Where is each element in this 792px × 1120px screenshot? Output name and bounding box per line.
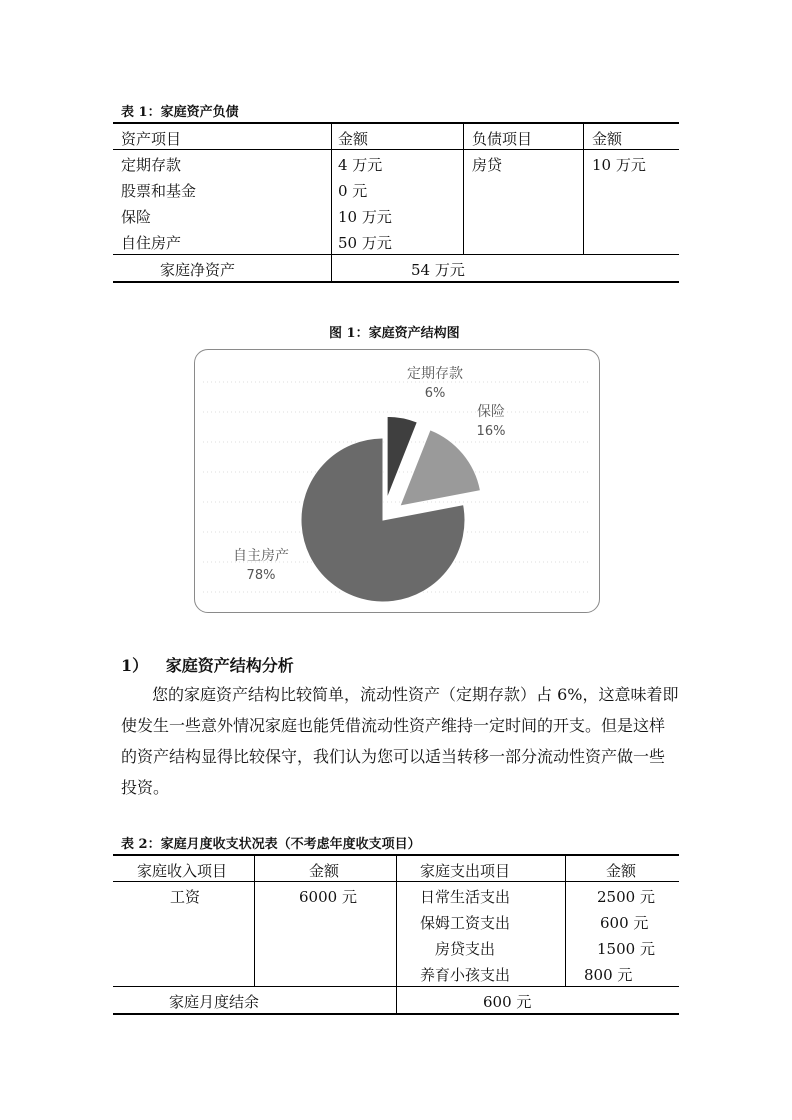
pie-slice-2 [400,430,481,506]
table-cell: 50 万元 [338,234,392,252]
table-cell: 2500 元 [597,888,655,906]
table-cell: 800 元 [584,966,633,984]
section1-line-2: 使发生一些意外情况家庭也能凭借流动性资产维持一定时间的开支。但是这样 [121,716,666,735]
table-cell: 房贷 [472,156,503,174]
monthly-balance-label: 家庭月度结余 [169,993,260,1011]
chart-frame [194,349,600,613]
table2-header-expense-item: 家庭支出项目 [420,862,511,880]
pie-value-label: 78% [246,568,276,583]
table2-caption: 表 2：家庭月度收支状况表（不考虑年度收支项目） [121,837,421,852]
table-cell: 自住房产 [121,234,182,252]
table2-header-expense-amount: 金额 [606,862,637,880]
table1-header-asset-item: 资产项目 [121,130,182,148]
section1-heading-text: 家庭资产结构分析 [165,656,294,675]
net-assets-value: 54 万元 [411,261,465,279]
table-cell: 定期存款 [121,156,182,174]
table-cell: 养育小孩支出 [420,966,511,984]
table-cell: 1500 元 [597,940,655,958]
pie-category-label: 定期存款 [407,366,463,382]
pie-category-label: 自主房产 [233,548,289,564]
table2-header-income-amount: 金额 [309,862,340,880]
table-cell: 保险 [121,208,152,226]
table-cell: 保姆工资支出 [420,914,511,932]
section1-heading [121,653,294,676]
section1-line-4: 投资。 [121,778,170,797]
table1-header-asset-amount: 金额 [338,130,369,148]
table-cell: 10 万元 [592,156,646,174]
table-cell: 0 元 [338,182,368,200]
monthly-balance-value: 600 元 [483,993,532,1011]
pie-value-label: 16% [476,424,506,439]
table-cell: 6000 元 [299,888,357,906]
table-cell: 10 万元 [338,208,392,226]
table2-header-income-item: 家庭收入项目 [137,862,228,880]
net-assets-label: 家庭净资产 [160,261,236,279]
table-cell: 600 元 [600,914,649,932]
table-cell: 日常生活支出 [420,888,511,906]
table-cell: 房贷支出 [435,940,496,958]
figure1-caption: 图 1：家庭资产结构图 [329,326,460,341]
section1-heading-number: 1） [121,656,149,675]
pie-chart [195,350,599,612]
section1-line-1: 您的家庭资产结构比较简单，流动性资产（定期存款）占 6%，这意味着即 [152,685,679,704]
table-cell: 股票和基金 [121,182,197,200]
table1-header-liability-item: 负债项目 [472,130,533,148]
table1-header-liability-amount: 金额 [592,130,623,148]
pie-value-label: 6% [424,386,446,401]
table1-caption: 表 1：家庭资产负债 [121,105,239,120]
pie-category-label: 保险 [477,404,505,420]
table-cell: 4 万元 [338,156,383,174]
section1-line-3: 的资产结构显得比较保守，我们认为您可以适当转移一部分流动性资产做一些 [121,747,666,766]
table-cell: 工资 [170,888,201,906]
